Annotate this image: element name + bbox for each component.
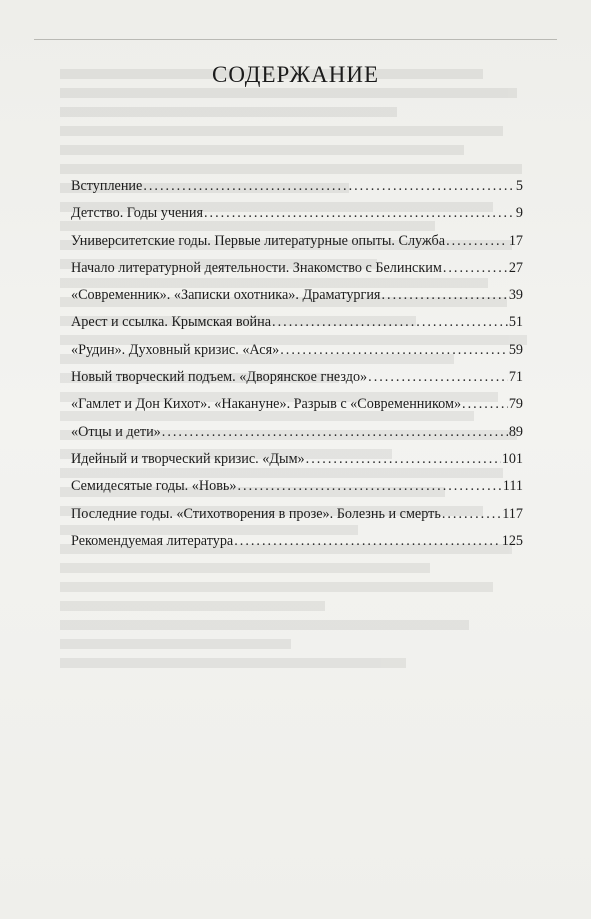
- toc-entry-title: Идейный и творческий кризис. «Дым»: [71, 450, 305, 467]
- toc-dot-leader: [272, 312, 508, 332]
- toc-dot-leader: [306, 449, 501, 469]
- toc-dot-leader: [446, 231, 508, 251]
- toc-entry-page: 59: [508, 341, 523, 358]
- toc-entry-page: 17: [508, 232, 523, 249]
- toc-entry-page: 89: [508, 423, 523, 440]
- toc-entry: [71, 203, 523, 230]
- table-of-contents: [71, 176, 523, 558]
- toc-entry: [71, 176, 523, 203]
- toc-entry-page: 5: [515, 178, 523, 194]
- toc-entry: [71, 312, 523, 339]
- toc-entry-page: 79: [508, 396, 523, 413]
- toc-entry-title: Вступление: [71, 178, 143, 194]
- toc-entry: [71, 476, 523, 503]
- toc-entry: [71, 504, 523, 531]
- toc-entry-title: «Современник». «Записки охотника». Драматургия: [71, 287, 381, 304]
- toc-entry-page: 111: [502, 478, 523, 495]
- toc-entry-title: Университетские годы. Первые литературные опыты. Служба: [71, 232, 446, 249]
- toc-entry-page: 27: [508, 259, 523, 276]
- toc-entry-title: Новый творческий подъем. «Дворянское гнездо»: [71, 369, 368, 386]
- toc-dot-leader: [462, 394, 508, 414]
- top-rule: [34, 39, 557, 40]
- toc-entry-page: 9: [515, 205, 523, 222]
- toc-entry-title: Последние годы. «Стихотворения в прозе». Болезнь и смерть: [71, 505, 441, 522]
- toc-dot-leader: [204, 203, 515, 223]
- toc-dot-leader: [237, 476, 501, 496]
- toc-entry-title: «Рудин». Духовный кризис. «Ася»: [71, 341, 280, 358]
- toc-entry-page: 125: [501, 532, 523, 549]
- toc-entry: [71, 449, 523, 476]
- toc-dot-leader: [443, 258, 508, 278]
- toc-entry-page: 51: [508, 314, 523, 331]
- toc-entry: [71, 340, 523, 367]
- toc-entry-title: «Гамлет и Дон Кихот». «Накануне». Разрыв с «Современником»: [71, 396, 462, 413]
- toc-entry: [71, 231, 523, 258]
- toc-entry-title: Детство. Годы учения: [71, 205, 203, 222]
- toc-entry-title: Рекомендуемая литература: [71, 532, 234, 549]
- toc-entry-title: Начало литературной деятельности. Знакомство с Белинским: [71, 259, 442, 276]
- toc-entry: [71, 394, 523, 421]
- toc-dot-leader: [442, 504, 501, 524]
- toc-dot-leader: [381, 285, 507, 305]
- toc-entry: [71, 367, 523, 394]
- toc-dot-leader: [234, 531, 500, 551]
- toc-entry-title: Семидесятые годы. «Новь»: [71, 478, 237, 495]
- toc-entry-title: «Отцы и дети»: [71, 423, 161, 440]
- toc-dot-leader: [143, 176, 515, 196]
- toc-dot-leader: [162, 422, 508, 442]
- toc-entry-page: 117: [502, 505, 523, 522]
- page-title: СОДЕРЖАНИЕ: [211, 62, 379, 87]
- toc-entry-title: Арест и ссылка. Крымская война: [71, 314, 272, 331]
- toc-dot-leader: [368, 367, 508, 387]
- toc-dot-leader: [280, 340, 508, 360]
- toc-entry: [71, 258, 523, 285]
- toc-entry-page: 39: [508, 287, 523, 304]
- toc-entry: [71, 422, 523, 449]
- toc-entry: [71, 285, 523, 312]
- toc-entry-page: 101: [501, 450, 523, 467]
- toc-entry-page: 71: [508, 369, 523, 386]
- toc-entry: [71, 531, 523, 558]
